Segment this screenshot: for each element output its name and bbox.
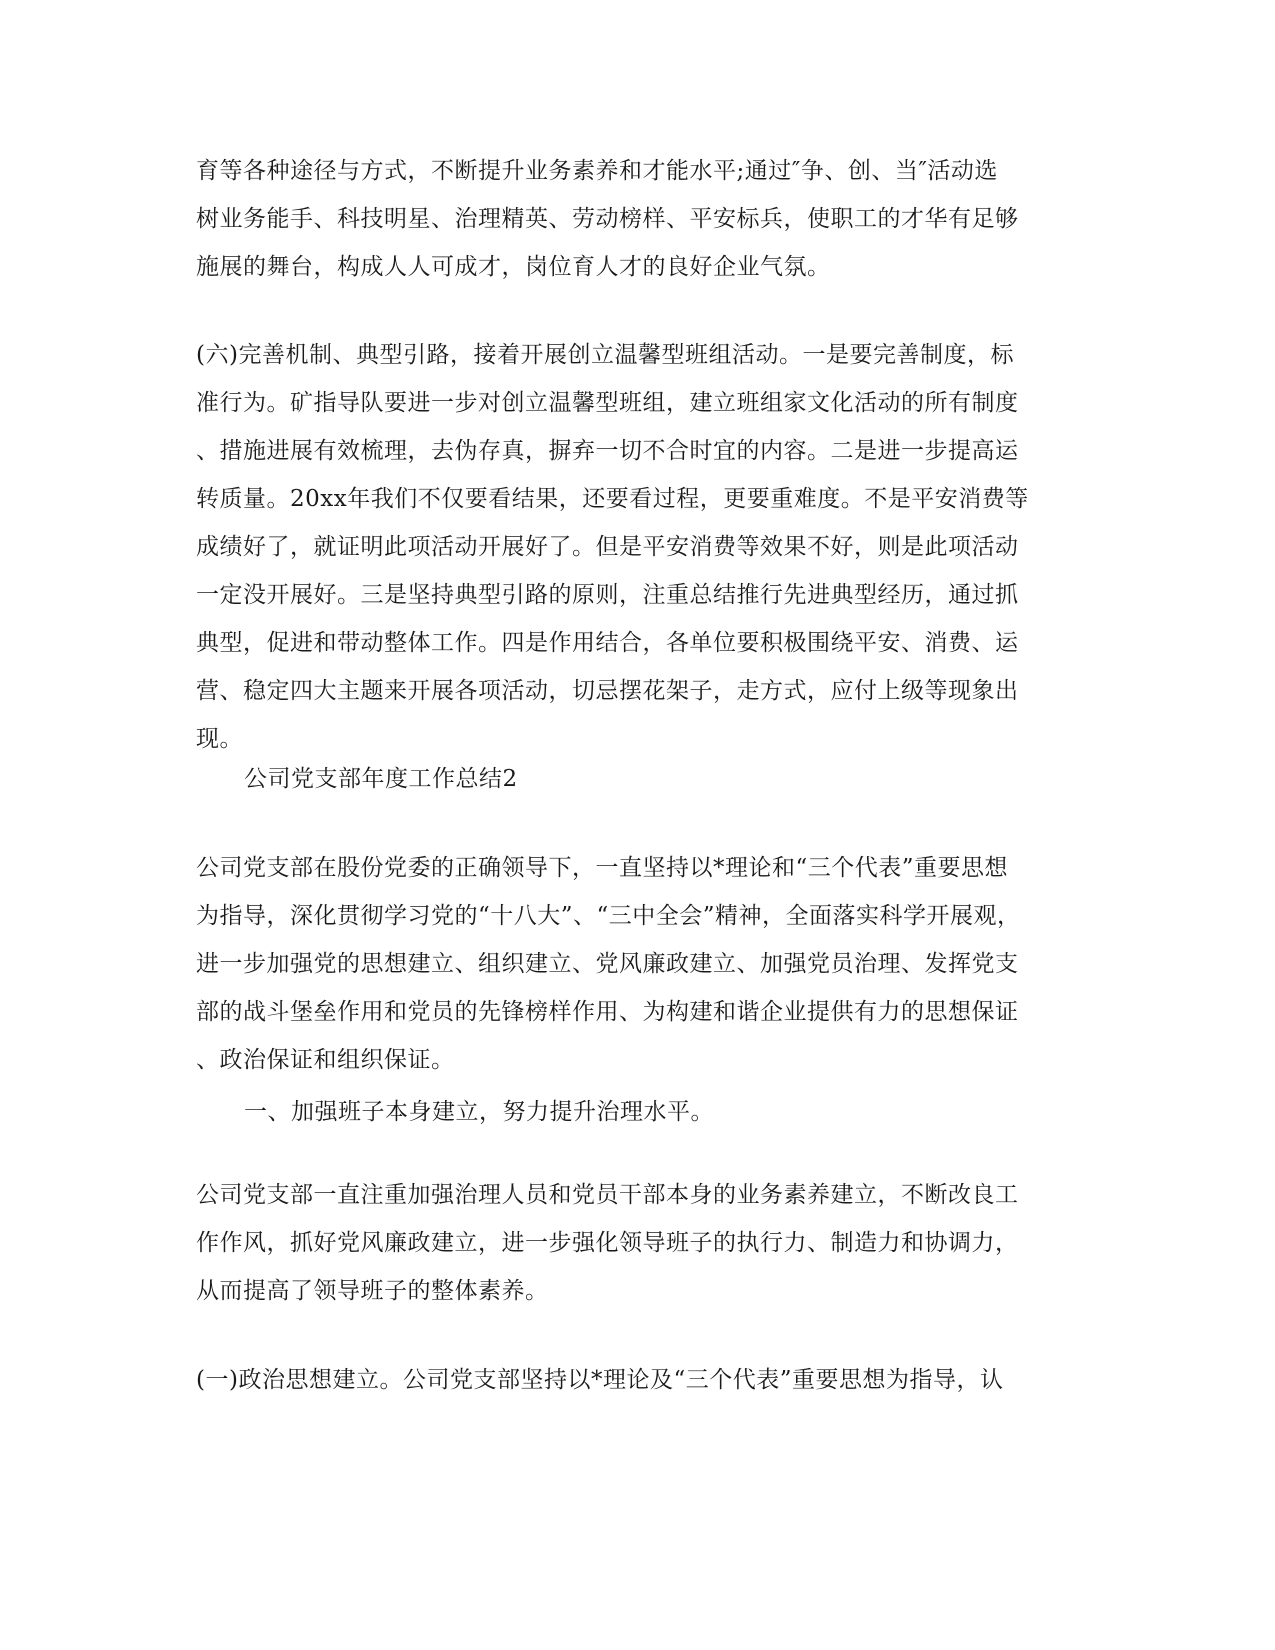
text-line: 转质量。20xx年我们不仅要看结果，还要看过程，更要重难度。不是平安消费等 [196,486,1029,512]
text-line: 树业务能手、科技明星、治理精英、劳动榜样、平安标兵，使职工的才华有足够 [196,206,1019,232]
text-line: 现。 [196,726,243,752]
text-line: 一定没开展好。三是坚持典型引路的原则，注重总结推行先进典型经历，通过抓 [196,582,1019,608]
text-line: (一)政治思想建立。公司党支部坚持以*理论及“三个代表”重要思想为指导，认 [196,1367,1004,1393]
text-line: 施展的舞台，构成人人可成才，岗位育人才的良好企业气氛。 [196,254,831,280]
paragraph-political-thought [196,1356,1076,1404]
text-line: 典型，促进和带动整体工作。四是作用结合，各单位要积极围绕平安、消费、运 [196,630,1019,656]
heading-text: 公司党支部年度工作总结2 [244,766,518,792]
text-line: 、措施进展有效梳理，去伪存真，摒弃一切不合时宜的内容。二是进一步提高运 [196,438,1019,464]
paragraph-intro [196,844,1076,1084]
text-line: 作作风，抓好党风廉政建立，进一步强化领导班子的执行力、制造力和协调力， [196,1230,1019,1256]
text-line: 部的战斗堡垒作用和党员的先锋榜样作用、为构建和谐企业提供有力的思想保证 [196,999,1019,1025]
section-heading [244,755,1124,803]
text-line: 、政治保证和组织保证。 [196,1047,455,1073]
text-line: 为指导，深化贯彻学习党的“十八大”、“三中全会”精神，全面落实科学开展观， [196,903,1021,929]
text-line: 公司党支部在股份党委的正确领导下，一直坚持以*理论和“三个代表”重要思想 [196,855,1009,881]
text-line: 成绩好了，就证明此项活动开展好了。但是平安消费等效果不好，则是此项活动 [196,534,1019,560]
paragraph-talent-development [196,147,1076,291]
text-line: 育等各种途径与方式，不断提升业务素养和才能水平;通过″争、创、当″活动选 [196,158,998,184]
text-line: 公司党支部一直注重加强治理人员和党员干部本身的业务素养建立，不断改良工 [196,1182,1019,1208]
subheading-one [244,1088,1124,1136]
text-line: 进一步加强党的思想建立、组织建立、党风廉政建立、加强党员治理、发挥党支 [196,951,1019,977]
text-line: (六)完善机制、典型引路，接着开展创立温馨型班组活动。一是要完善制度，标 [196,342,1014,368]
text-line: 营、稳定四大主题来开展各项活动，切忌摆花架子，走方式，应付上级等现象出 [196,678,1019,704]
paragraph-section-six [196,331,1076,763]
text-line: 准行为。矿指导队要进一步对创立温馨型班组，建立班组家文化活动的所有制度 [196,390,1019,416]
subheading-text: 一、加强班子本身建立，努力提升治理水平。 [244,1099,714,1125]
text-line: 从而提高了领导班子的整体素养。 [196,1278,549,1304]
paragraph-leadership [196,1171,1076,1315]
